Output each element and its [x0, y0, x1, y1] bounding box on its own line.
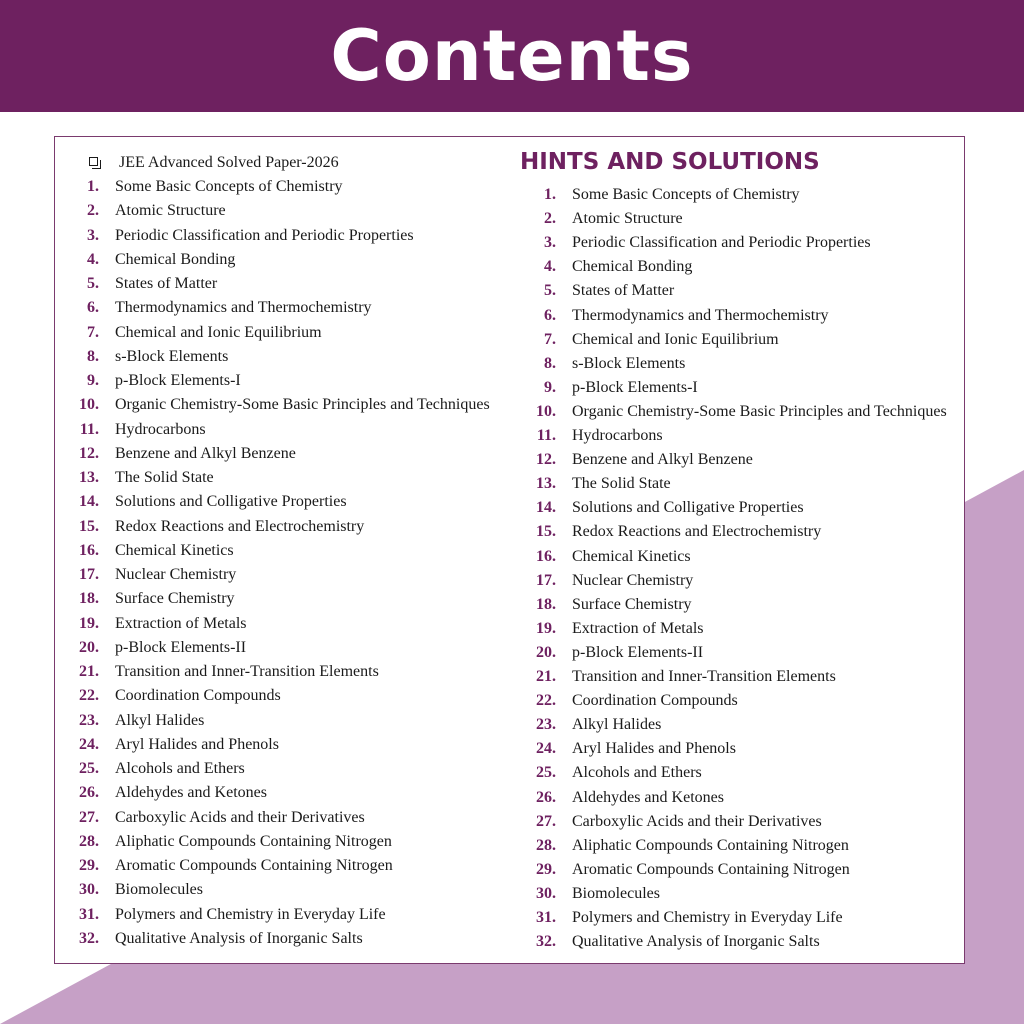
list-item-number: 4.	[544, 258, 556, 276]
list-item-label: Hydrocarbons	[115, 420, 206, 438]
list-item-number: 21.	[79, 663, 99, 680]
list-item	[55, 248, 495, 272]
list-item-label: Chemical Bonding	[572, 258, 693, 276]
list-item-label: Surface Chemistry	[572, 595, 692, 613]
list-item	[512, 472, 952, 496]
list-item	[55, 636, 495, 660]
list-item-number: 12.	[79, 444, 99, 462]
list-item	[512, 448, 952, 472]
list-item	[55, 830, 495, 854]
list-item	[512, 906, 952, 930]
list-item-number: 19.	[536, 619, 556, 637]
list-item	[55, 175, 495, 199]
list-item-number: 7.	[544, 330, 556, 348]
list-item-number: 23.	[536, 716, 556, 734]
list-item-label: Periodic Classification and Periodic Properties	[115, 226, 414, 244]
page-title: Contents	[330, 15, 694, 97]
list-item	[512, 665, 952, 689]
list-item-number: 15.	[536, 523, 556, 541]
list-item-number: 3.	[87, 226, 99, 244]
list-item-number: 10.	[536, 402, 556, 420]
list-item	[512, 713, 952, 737]
list-item	[55, 490, 495, 514]
list-item-label: Chemical and Ionic Equilibrium	[115, 323, 322, 341]
list-item	[512, 231, 952, 255]
list-item	[512, 786, 952, 810]
list-item	[55, 442, 495, 466]
list-item-number: 25.	[79, 760, 99, 777]
list-item-number: 28.	[79, 832, 99, 850]
list-item-number: 12.	[536, 451, 556, 469]
list-item-number: 25.	[536, 764, 556, 782]
list-item	[55, 587, 495, 611]
list-item-label: Periodic Classification and Periodic Properties	[572, 234, 871, 252]
list-item-number: 29.	[536, 860, 556, 878]
list-item-label: Qualitative Analysis of Inorganic Salts	[572, 933, 820, 951]
list-item-number: 32.	[536, 933, 556, 951]
list-item	[512, 400, 952, 424]
list-item	[55, 345, 495, 369]
list-item-label: Atomic Structure	[572, 210, 683, 228]
list-item-number: 22.	[79, 687, 99, 705]
list-item-label: p-Block Elements-I	[115, 372, 241, 389]
list-item	[512, 376, 952, 400]
list-item-label: Coordination Compounds	[572, 692, 738, 710]
list-item	[512, 352, 952, 376]
list-item	[55, 296, 495, 320]
list-item-label: Coordination Compounds	[115, 687, 281, 705]
list-item	[55, 612, 495, 636]
list-item-label: The Solid State	[572, 475, 671, 493]
list-item-number: 5.	[544, 282, 556, 300]
list-item-number: 17.	[536, 571, 556, 589]
list-item-number: 23.	[79, 711, 99, 729]
list-item-number: 11.	[79, 420, 99, 438]
list-item-number: 3.	[544, 234, 556, 252]
list-item-number: 31.	[536, 909, 556, 926]
list-item	[55, 806, 495, 830]
list-item-number: 13.	[79, 469, 99, 486]
list-item-label: Atomic Structure	[115, 202, 226, 220]
list-item-number: 32.	[79, 929, 99, 947]
list-item-label: Chemical Kinetics	[572, 547, 691, 565]
list-item	[512, 882, 952, 906]
list-item-label: Chemical Kinetics	[115, 541, 234, 559]
list-item-label: Redox Reactions and Electrochemistry	[572, 523, 822, 541]
list-item-label: Aromatic Compounds Containing Nitrogen	[115, 857, 393, 874]
list-item-number: 11.	[536, 427, 556, 444]
list-item-solved-paper	[83, 151, 503, 175]
list-item	[512, 207, 952, 231]
list-item	[55, 927, 495, 951]
list-item-number: 2.	[544, 210, 556, 228]
list-item-number: 30.	[536, 884, 556, 902]
list-item-number: 7.	[87, 323, 99, 341]
list-item-label: Thermodynamics and Thermochemistry	[115, 299, 372, 317]
list-item-label: Polymers and Chemistry in Everyday Life	[572, 909, 843, 926]
hints-and-solutions-heading: HINTS AND SOLUTIONS	[520, 149, 820, 175]
list-item-label: Extraction of Metals	[572, 619, 704, 637]
list-item-number: 4.	[87, 250, 99, 268]
list-item-label: Benzene and Alkyl Benzene	[115, 444, 296, 462]
list-item	[55, 733, 495, 757]
list-item-number: 14.	[79, 493, 99, 511]
list-item	[55, 272, 495, 296]
list-item-label: s-Block Elements	[572, 354, 686, 372]
list-item	[55, 684, 495, 708]
list-item-number: 18.	[79, 590, 99, 608]
list-item-label: Redox Reactions and Electrochemistry	[115, 517, 365, 535]
list-item-label: p-Block Elements-II	[572, 643, 704, 661]
list-item-number: 24.	[79, 735, 99, 753]
list-item	[55, 781, 495, 805]
list-item	[55, 709, 495, 733]
list-item-number: 10.	[79, 396, 99, 414]
list-item-label: The Solid State	[115, 469, 214, 486]
list-item	[512, 593, 952, 617]
list-item-number: 6.	[87, 299, 99, 317]
list-item-label: Alkyl Halides	[572, 716, 662, 734]
list-item	[55, 878, 495, 902]
list-item-number: 17.	[79, 566, 99, 583]
list-item-label: Aldehydes and Ketones	[572, 788, 724, 806]
list-item	[512, 569, 952, 593]
list-item-label: Benzene and Alkyl Benzene	[572, 451, 753, 469]
list-item-label: Organic Chemistry-Some Basic Principles and Techniques	[115, 396, 490, 414]
list-item	[512, 761, 952, 785]
list-item-number: 30.	[79, 881, 99, 899]
list-item-number: 26.	[79, 784, 99, 802]
list-item-number: 28.	[536, 836, 556, 854]
list-item-label: Biomolecules	[115, 881, 203, 899]
list-item-number: 8.	[87, 347, 99, 365]
list-item	[512, 810, 952, 834]
list-item-label: Chemical and Ionic Equilibrium	[572, 330, 779, 348]
list-item	[55, 369, 495, 393]
list-item	[512, 328, 952, 352]
list-item-label: States of Matter	[572, 282, 675, 300]
list-item-number: 27.	[536, 812, 556, 830]
list-item	[55, 393, 495, 417]
list-item-label: Alcohols and Ethers	[572, 764, 702, 782]
list-item	[512, 930, 952, 954]
list-item-number: 9.	[544, 378, 556, 396]
list-item-label: Carboxylic Acids and their Derivatives	[572, 812, 822, 830]
list-item-label: Aliphatic Compounds Containing Nitrogen	[572, 836, 849, 854]
list-item-label: Aromatic Compounds Containing Nitrogen	[572, 860, 850, 878]
list-item-label: Some Basic Concepts of Chemistry	[115, 178, 343, 195]
list-item-label: Organic Chemistry-Some Basic Principles and Techniques	[572, 402, 947, 420]
list-item-label: Surface Chemistry	[115, 590, 235, 608]
list-item-label: Hydrocarbons	[572, 427, 663, 444]
list-item-label: Polymers and Chemistry in Everyday Life	[115, 905, 386, 923]
list-item-label: Aliphatic Compounds Containing Nitrogen	[115, 832, 392, 850]
list-item-number: 2.	[87, 202, 99, 220]
list-item	[512, 520, 952, 544]
list-item-label: s-Block Elements	[115, 347, 229, 365]
list-item	[55, 854, 495, 878]
list-item-label: Transition and Inner-Transition Elements	[115, 663, 379, 680]
list-item	[55, 515, 495, 539]
list-item-number: 20.	[79, 638, 99, 656]
list-item	[512, 255, 952, 279]
list-item-number: 19.	[79, 614, 99, 632]
list-item-label: Some Basic Concepts of Chemistry	[572, 186, 800, 203]
list-item-label: Nuclear Chemistry	[115, 566, 237, 583]
list-item-label: Aldehydes and Ketones	[115, 784, 267, 802]
list-item-label: Extraction of Metals	[115, 614, 247, 632]
list-item-label: Aryl Halides and Phenols	[572, 740, 736, 758]
list-item	[512, 858, 952, 882]
list-item-label: Solutions and Colligative Properties	[115, 493, 347, 511]
list-item	[55, 757, 495, 781]
list-item-label: Qualitative Analysis of Inorganic Salts	[115, 929, 363, 947]
list-item-number: 26.	[536, 788, 556, 806]
list-item-label: Aryl Halides and Phenols	[115, 735, 279, 753]
list-item-number: 1.	[87, 178, 99, 195]
list-item	[55, 660, 495, 684]
list-item-number: 5.	[87, 275, 99, 292]
list-item	[512, 496, 952, 520]
list-item-number: 16.	[536, 547, 556, 565]
list-item-label: Alcohols and Ethers	[115, 760, 245, 777]
contents-panel	[54, 136, 965, 964]
list-item	[512, 641, 952, 665]
list-item	[55, 903, 495, 927]
list-item	[512, 617, 952, 641]
list-item-label: Nuclear Chemistry	[572, 571, 694, 589]
list-item-label: JEE Advanced Solved Paper-2026	[119, 154, 339, 171]
list-item-number: 14.	[536, 499, 556, 517]
list-item-number: 13.	[536, 475, 556, 493]
list-item	[55, 466, 495, 490]
list-item-number: 16.	[79, 541, 99, 559]
list-item	[512, 834, 952, 858]
list-item-label: Alkyl Halides	[115, 711, 205, 729]
list-item	[512, 279, 952, 303]
list-item-number: 15.	[79, 517, 99, 535]
list-item	[55, 321, 495, 345]
list-item-number: 6.	[544, 306, 556, 324]
list-item	[512, 304, 952, 328]
checkbox-icon	[89, 157, 98, 166]
list-item-number: 8.	[544, 354, 556, 372]
list-item-number: 31.	[79, 905, 99, 923]
list-item-label: Biomolecules	[572, 884, 660, 902]
list-item-number: 18.	[536, 595, 556, 613]
list-item	[55, 199, 495, 223]
list-item-number: 24.	[536, 740, 556, 758]
list-item	[55, 539, 495, 563]
list-item-label: Solutions and Colligative Properties	[572, 499, 804, 517]
list-item	[55, 563, 495, 587]
list-item	[55, 224, 495, 248]
list-item-number: 21.	[536, 668, 556, 685]
list-item	[55, 418, 495, 442]
list-item	[512, 689, 952, 713]
list-item	[512, 424, 952, 448]
list-item-label: p-Block Elements-I	[572, 378, 698, 396]
list-item	[512, 737, 952, 761]
list-item-number: 9.	[87, 372, 99, 389]
list-item-label: States of Matter	[115, 275, 218, 292]
list-item-label: p-Block Elements-II	[115, 638, 247, 656]
list-item-label: Carboxylic Acids and their Derivatives	[115, 808, 365, 826]
list-item-number: 27.	[79, 808, 99, 826]
list-item	[512, 545, 952, 569]
list-item-label: Thermodynamics and Thermochemistry	[572, 306, 829, 324]
header-banner	[0, 0, 1024, 112]
list-item-label: Chemical Bonding	[115, 250, 236, 268]
list-item-label: Transition and Inner-Transition Elements	[572, 668, 836, 685]
list-item-number: 1.	[544, 186, 556, 203]
list-item-number: 29.	[79, 857, 99, 874]
list-item	[512, 183, 952, 207]
list-item-number: 22.	[536, 692, 556, 710]
list-item-number: 20.	[536, 643, 556, 661]
